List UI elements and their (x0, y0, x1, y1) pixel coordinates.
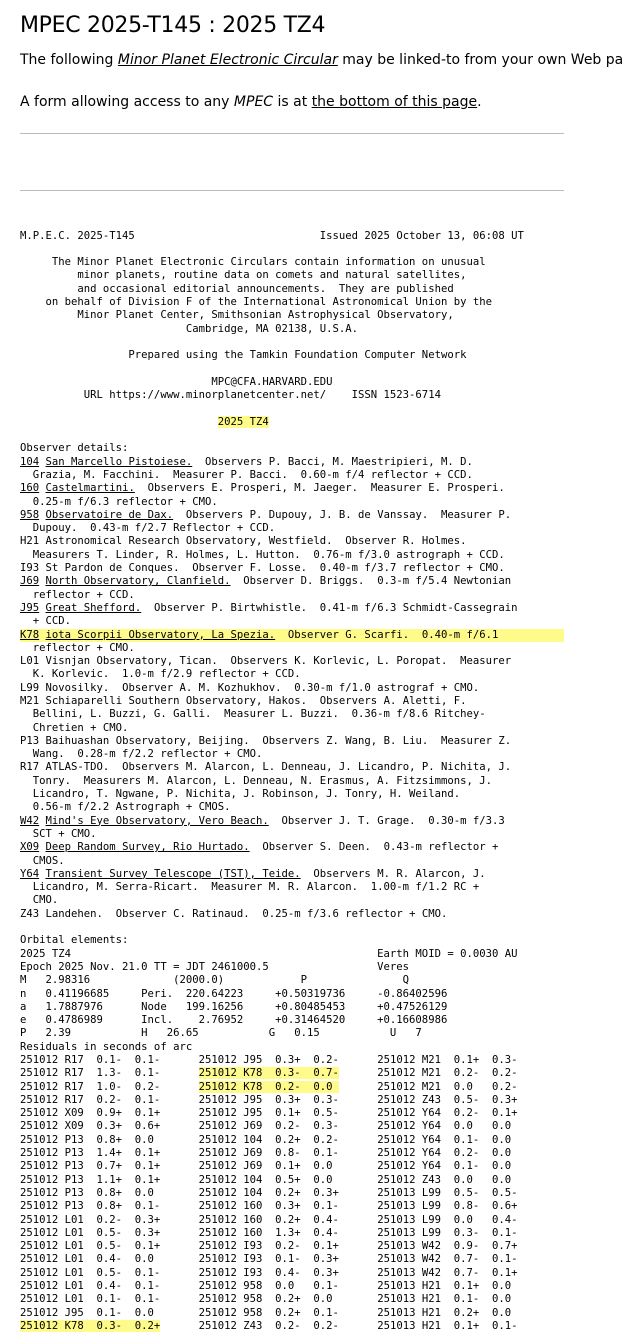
preamble-line: Prepared using the Tamkin Foundation Computer Network (20, 349, 467, 362)
observatory-code: H21 (20, 535, 40, 548)
residual-entry: 251013 H21 0.1+ 0.0 (377, 1280, 518, 1293)
observer-details: Schiaparelli Southern Observatory, Hakos. Observers A. Aletti, F. (45, 694, 467, 707)
residual-entry: 251012 L01 0.2- 0.3+ (20, 1213, 161, 1226)
preamble-line: The Minor Planet Electronic Circulars contain information on unusual (20, 256, 486, 269)
residual-entry: 251012 P13 0.8+ 0.0 (20, 1133, 161, 1146)
residual-entry: 251012 P13 1.4+ 0.1+ (20, 1147, 161, 1160)
residual-entry: 251013 W42 0.7- 0.1+ (377, 1266, 518, 1279)
residual-entry: 251012 P13 0.8+ 0.1- (20, 1200, 161, 1213)
observatory-link[interactable]: San Marcello Pistoiese. (45, 455, 193, 468)
observer-details: Measurers T. Linder, R. Holmes, L. Hutton. 0.76-m f/3.0 astrograph + CCD. (20, 548, 505, 561)
residual-entry: 251012 K78 0.3- 0.7- (198, 1067, 339, 1080)
observatory-code[interactable]: 160 (20, 482, 40, 495)
observer-details: Observer S. Deen. 0.43-m reflector + (249, 841, 499, 854)
observer-details: Observer P. Birtwhistle. 0.41-m f/6.3 Schmidt-Cassegrain (141, 601, 518, 614)
observer-details: Observer J. T. Grage. 0.30-m f/3.3 (268, 814, 505, 827)
observer-entry (20, 841, 498, 853)
observer-details: CMO. (20, 894, 59, 907)
residual-entry: 251012 Y64 0.1- 0.0 (377, 1160, 518, 1173)
observatory-code[interactable]: J95 (20, 601, 40, 614)
residual-entry: 251012 L01 0.5- 0.1+ (20, 1240, 161, 1253)
observatory-code[interactable]: J69 (20, 575, 40, 588)
observatory-code[interactable]: Y64 (20, 867, 40, 880)
issued-date: Issued 2025 October 13, 06:08 UT (319, 229, 524, 242)
observatory-code[interactable]: 958 (20, 508, 40, 521)
residual-entry: 251012 J95 0.3+ 0.2- (198, 1054, 339, 1066)
residual-entry: 251013 L99 0.5- 0.5- (377, 1186, 518, 1199)
observer-details: Observers P. Bacci, M. Maestripieri, M. D. (192, 455, 473, 468)
orbital-line: 2025 TZ4 Earth MOID = 0.0030 AU (20, 947, 518, 960)
section-heading: Observer details: (20, 442, 129, 455)
observer-entry (20, 509, 511, 521)
observer-details: Wang. 0.28-m f/2.2 reflector + CMO. (20, 748, 263, 761)
residual-entry: 251013 H21 0.2+ 0.0 (377, 1306, 518, 1319)
observer-details: SCT + CMO. (20, 827, 97, 840)
preamble-line: on behalf of Division F of the International Astronomical Union by the (20, 296, 492, 309)
residual-entry: 251012 Y64 0.0 0.0 (377, 1120, 518, 1133)
observer-entry (20, 456, 473, 468)
orbital-line: a 1.7887976 Node 199.16256 +0.80485453 +0.47526129 (20, 1000, 448, 1013)
residual-entry: 251012 104 0.2+ 0.2- (198, 1133, 339, 1146)
object-designation: 2025 TZ4 (217, 415, 269, 428)
residual-entry: 251012 958 0.0 0.1- (198, 1280, 339, 1293)
residual-entry: 251012 160 0.2+ 0.4- (198, 1213, 339, 1226)
observer-details: Dupouy. 0.43-m f/2.7 Reflector + CCD. (20, 522, 276, 535)
observatory-code[interactable]: X09 (20, 841, 40, 854)
residual-entry: 251013 H21 0.1- 0.0 (377, 1293, 518, 1306)
observer-details: Astronomical Research Observatory, Westfield. Observer R. Holmes. (45, 535, 467, 548)
observer-details: CMOS. (20, 854, 65, 867)
residual-entry: 251012 P13 0.8+ 0.0 (20, 1186, 161, 1199)
section-heading: Residuals in seconds of arc (20, 1040, 193, 1053)
residual-entry: 251012 J95 0.1- 0.0 (20, 1306, 161, 1319)
preamble-line: URL https://www.minorplanetcenter.net/ ISSN 1523-6714 (20, 389, 441, 402)
observatory-link[interactable]: North Observatory, Clanfield. (45, 575, 231, 588)
section-heading: Orbital elements: (20, 934, 129, 947)
residual-entry: 251012 Y64 0.2- 0.0 (377, 1147, 518, 1160)
preamble-line: and occasional editorial announcements. They are published (20, 282, 454, 295)
residual-entry: 251012 J95 0.1+ 0.5- (198, 1107, 339, 1120)
mpec-body (20, 203, 564, 1333)
residual-entry: 251013 W42 0.9- 0.7+ (377, 1240, 518, 1253)
observatory-code[interactable]: K78 (20, 628, 40, 641)
mpec-id: M.P.E.C. 2025-T145 (20, 229, 135, 242)
observer-details: Observer G. Scarfi. 0.40-m f/6.1 (275, 628, 499, 641)
intro-text: The following (20, 52, 118, 68)
observer-entry (20, 815, 505, 827)
residual-entry: 251012 160 1.3+ 0.4- (198, 1226, 339, 1239)
observatory-code[interactable]: 104 (20, 455, 40, 468)
observer-entry (20, 535, 466, 547)
observer-details: Visnjan Observatory, Tican. Observers K. Korlevic, L. Poropat. Measurer (45, 655, 512, 668)
observer-entry (20, 868, 486, 880)
observer-details: Tonry. Measurers M. Alarcon, L. Denneau, N. Erasmus, A. Fitzsimmons, J. (20, 774, 492, 787)
observer-details: Chretien + CMO. (20, 721, 129, 734)
orbital-line: n 0.41196685 Peri. 220.64223 +0.50319736 -0.86402596 (20, 987, 448, 1000)
observer-entry (20, 562, 505, 574)
page-title: MPEC 2025-T145 : 2025 TZ4 (20, 13, 326, 38)
residual-entry: 251012 J69 0.2- 0.3- (198, 1120, 339, 1133)
residual-entry: 251012 958 0.2+ 0.0 (198, 1293, 339, 1306)
residual-entry: 251012 J69 0.8- 0.1- (198, 1147, 339, 1160)
observer-entry (20, 629, 564, 642)
intro-line-2 (20, 92, 482, 112)
observer-details: + CCD. (20, 615, 72, 628)
observer-entry (20, 575, 511, 587)
observer-details: reflector + CCD. (20, 588, 135, 601)
residual-entry: 251012 104 0.5+ 0.0 (198, 1173, 339, 1186)
observer-entry (20, 761, 511, 773)
residual-entry: 251012 I93 0.1- 0.3+ (198, 1253, 339, 1266)
residual-entry: 251012 P13 0.7+ 0.1+ (20, 1160, 161, 1173)
residual-entry: 251013 W42 0.7- 0.1- (377, 1253, 518, 1266)
observatory-code: P13 (20, 734, 40, 747)
preamble-line: Minor Planet Center, Smithsonian Astrophysical Observatory, (20, 309, 454, 322)
observatory-code[interactable]: W42 (20, 814, 40, 827)
residual-entry: 251012 M21 0.0 0.2- (377, 1080, 518, 1093)
observer-details: Baihuashan Observatory, Beijing. Observers Z. Wang, B. Liu. Measurer Z. (45, 734, 512, 747)
residual-entry: 251012 958 0.2+ 0.1- (198, 1306, 339, 1319)
divider (20, 190, 564, 191)
observer-details: Observers M. R. Alarcon, J. (300, 867, 486, 880)
preamble-line: Cambridge, MA 02138, U.S.A. (20, 322, 359, 335)
intro-text: . (477, 94, 482, 110)
residual-entry: 251013 L99 0.8- 0.6+ (377, 1200, 518, 1213)
bottom-of-page-link[interactable]: the bottom of this page (311, 94, 478, 110)
observer-details: reflector + CMO. (20, 641, 135, 654)
residual-entry: 251012 X09 0.3+ 0.6+ (20, 1120, 161, 1133)
residual-entry: 251012 L01 0.1- 0.1- (20, 1293, 161, 1306)
intro-line-1 (20, 50, 623, 70)
observer-details: K. Korlevic. 1.0-m f/2.9 reflector + CCD. (20, 668, 301, 681)
observatory-link[interactable]: Great Shefford. (45, 601, 142, 614)
residual-entry: 251012 J69 0.1+ 0.0 (198, 1160, 339, 1173)
residual-entry: 251013 L99 0.3- 0.1- (377, 1226, 518, 1239)
preamble-line: MPC@CFA.HARVARD.EDU (20, 375, 333, 388)
residual-entry: 251012 R17 0.2- 0.1- (20, 1093, 161, 1106)
residual-entry: 251012 K78 0.2- 0.0 (198, 1080, 339, 1093)
residual-entry: 251012 X09 0.9+ 0.1+ (20, 1107, 161, 1120)
observer-details: Bellini, L. Buzzi, G. Galli. Measurer L. Buzzi. 0.36-m f/8.6 Ritchey- (20, 708, 486, 721)
observer-details: Observers E. Prosperi, M. Jaeger. Measurer E. Prosperi. (134, 482, 505, 495)
observatory-code: I93 (20, 562, 40, 575)
intro-text: is at (273, 94, 312, 110)
orbital-line: e 0.4786989 Incl. 2.76952 +0.31464520 +0.16608986 (20, 1014, 448, 1027)
observer-details: Grazia, M. Facchini. Measurer P. Bacci. 0.60-m f/4 reflector + CCD. (20, 468, 473, 481)
observatory-link[interactable]: Observatoire de Dax. (45, 508, 174, 521)
observatory-code: Z43 (20, 907, 40, 920)
residual-entry: 251013 H21 0.1+ 0.1- (377, 1319, 518, 1332)
observer-details: Observer D. Briggs. 0.3-m f/5.4 Newtonian (230, 575, 512, 588)
residual-entry: 251012 M21 0.2- 0.2- (377, 1067, 518, 1080)
observatory-link[interactable]: Deep Random Survey, Rio Hurtado. (45, 841, 250, 854)
observatory-code: L99 (20, 681, 40, 694)
residual-entry: 251012 Z43 0.0 0.0 (377, 1173, 518, 1186)
preamble-line: minor planets, routine data on comets and natural satellites, (20, 269, 467, 282)
observer-entry (20, 908, 447, 920)
observatory-code: M21 (20, 694, 40, 707)
residual-entry: 251012 L01 0.4- 0.1- (20, 1280, 161, 1293)
residual-entry: 251012 Z43 0.2- 0.2- (198, 1319, 339, 1332)
residual-entry: 251012 Z43 0.5- 0.3+ (377, 1093, 518, 1106)
observatory-code: L01 (20, 655, 40, 668)
residual-entry: 251012 104 0.2+ 0.3+ (198, 1186, 339, 1199)
observatory-link[interactable]: Castelmartini. (45, 482, 135, 495)
residual-entry: 251012 J95 0.3+ 0.3- (198, 1093, 339, 1106)
observer-details: Observers P. Dupouy, J. B. de Vanssay. Measurer P. (173, 508, 512, 521)
observer-entry (20, 735, 511, 747)
residual-entry: 251012 L01 0.5- 0.1- (20, 1266, 161, 1279)
observer-details: Landehen. Observer C. Ratinaud. 0.25-m f/3.6 reflector + CMO. (45, 907, 448, 920)
observer-details: 0.25-m f/6.3 reflector + CMO. (20, 495, 218, 508)
residual-entry: 251012 Y64 0.2- 0.1+ (377, 1107, 518, 1120)
residual-entry: 251012 R17 0.1- 0.1- (20, 1054, 161, 1066)
intro-text: may be linked-to from your own Web pa (337, 52, 623, 68)
orbital-line: M 2.98316 (2000.0) P Q (20, 974, 410, 987)
orbital-line: Epoch 2025 Nov. 21.0 TT = JDT 2461000.5 Veres (20, 960, 410, 973)
observer-details: 0.56-m f/2.2 Astrograph + CMOS. (20, 801, 231, 814)
mpec-link[interactable]: Minor Planet Electronic Circular (117, 52, 338, 68)
residual-entry: 251012 M21 0.1+ 0.3- (377, 1054, 518, 1066)
observer-entry (20, 482, 505, 494)
observatory-link[interactable]: Mind's Eye Observatory, Vero Beach. (45, 814, 269, 827)
residual-entry: 251012 L01 0.5- 0.3+ (20, 1226, 161, 1239)
residual-entry: 251012 R17 1.3- 0.1- (20, 1067, 161, 1080)
residual-entry: 251012 I93 0.2- 0.1+ (198, 1240, 339, 1253)
residual-entry: 251012 160 0.3+ 0.1- (198, 1200, 339, 1213)
observer-details: Licandro, T. Ngwane, P. Nichita, J. Robinson, J. Tonry, H. Weiland. (20, 788, 461, 801)
observer-details: Licandro, M. Serra-Ricart. Measurer M. R. Alarcon. 1.00-m f/1.2 RC + (20, 881, 480, 894)
residual-entry: 251012 L01 0.4- 0.0 (20, 1253, 161, 1266)
observer-entry (20, 695, 466, 707)
intro-text: A form allowing access to any (20, 94, 234, 110)
orbital-line: P 2.39 H 26.65 G 0.15 U 7 (20, 1027, 422, 1040)
observer-details: Novosilky. Observer A. M. Kozhukhov. 0.30-m f/1.0 astrograf + CMO. (45, 681, 480, 694)
observer-details: ATLAS-TDO. Observers M. Alarcon, L. Denneau, J. Licandro, P. Nichita, J. (45, 761, 512, 774)
observatory-link[interactable]: iota Scorpii Observatory, La Spezia. (45, 628, 276, 641)
observer-details: St Pardon de Conques. Observer F. Losse. 0.40-m f/3.7 reflector + CMO. (45, 562, 505, 575)
residual-entry: 251012 I93 0.4- 0.3+ (198, 1266, 339, 1279)
residual-entry: 251012 K78 0.3- 0.2+ (20, 1319, 161, 1332)
residual-entry: 251012 P13 1.1+ 0.1+ (20, 1173, 161, 1186)
observatory-code: R17 (20, 761, 40, 774)
divider (20, 133, 564, 134)
intro-em: MPEC (233, 94, 274, 110)
residual-entry: 251013 L99 0.0 0.4- (377, 1213, 518, 1226)
residual-entry: 251012 R17 1.0- 0.2- (20, 1080, 161, 1093)
observatory-link[interactable]: Transient Survey Telescope (TST), Teide. (45, 867, 301, 880)
observer-entry (20, 602, 518, 614)
residual-entry: 251012 Y64 0.1- 0.0 (377, 1133, 518, 1146)
observer-entry (20, 682, 479, 694)
observer-entry (20, 655, 511, 667)
